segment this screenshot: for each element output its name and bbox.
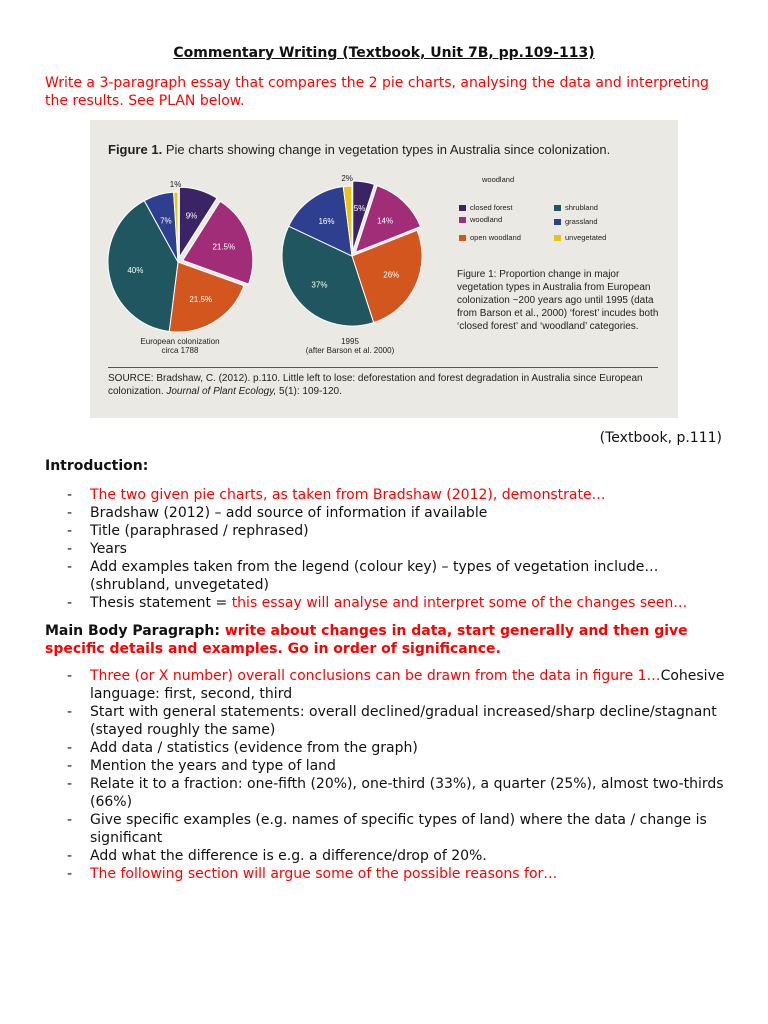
list-item-text: Add data / statistics (evidence from the graph)	[90, 740, 418, 756]
pie-data-label: 26%	[383, 270, 400, 280]
legend-label: grassland	[565, 217, 598, 226]
bullet-dash: -	[67, 487, 73, 503]
list-item-text: Relate it to a fraction: one-fifth (20%), one-third (33%), a quarter (25%), almost two-thirds (66%)	[90, 776, 724, 810]
legend-swatch	[459, 235, 466, 241]
list-item-red-text: this essay will analyse and interpret some of the changes seen…	[231, 595, 688, 611]
list-item-text: The two given pie charts, as taken from Bradshaw (2012), demonstrate…	[90, 487, 606, 503]
list-item	[45, 486, 725, 504]
legend-label: closed forest	[470, 203, 513, 212]
instruction-text: Write a 3-paragraph essay that compares the 2 pie charts, analysing the data and interpreting the results. See PLAN below.	[45, 75, 709, 109]
pie-data-label: 16%	[318, 216, 335, 226]
list-item-text: Add examples taken from the legend (colour key) – types of vegetation include… (shrubland, unvegetated)	[90, 559, 659, 593]
list-item-text: Thesis statement =	[90, 595, 232, 611]
legend-label: woodland	[470, 215, 503, 224]
list-item	[45, 865, 725, 883]
source-ref: 5(1): 109-120.	[279, 386, 342, 397]
pie-data-label: 5%	[353, 204, 366, 214]
legend-swatch	[459, 205, 466, 211]
legend-swatch	[554, 219, 561, 225]
intro-list	[45, 486, 725, 612]
list-item-text: Cohesive language: first, second, third	[90, 668, 725, 702]
list-item-text: Add what the difference is e.g. a difference/drop of 20%.	[90, 848, 487, 864]
bullet-dash: -	[67, 523, 73, 539]
figure-label: Figure 1.	[108, 142, 163, 157]
pie-1995	[282, 174, 422, 326]
list-item-text: Start with general statements: overall declined/gradual increased/sharp decline/stagnant (stayed roughly the same)	[90, 704, 717, 738]
list-item	[45, 703, 725, 739]
list-item-text: Bradshaw (2012) – add source of information if available	[90, 505, 488, 521]
body-heading-red: write about changes in data, start generally and then give specific details and examples. Go in order of significance.	[45, 623, 688, 657]
pie-data-label: 14%	[377, 216, 394, 226]
legend-title: woodland	[482, 175, 515, 184]
pie-data-label: 1%	[169, 180, 182, 190]
pie2-caption	[290, 337, 410, 355]
bullet-dash: -	[67, 866, 73, 882]
list-item	[45, 667, 725, 703]
pie2-caption-sub: (after Barson et al. 2000)	[305, 346, 395, 355]
figure-title-text: Pie charts showing change in vegetation types in Australia since colonization.	[165, 142, 611, 157]
pie-data-label: 37%	[311, 280, 328, 290]
pie-1788	[108, 180, 253, 332]
legend-item-closed-forest	[459, 203, 513, 212]
source-label: SOURCE:	[108, 373, 154, 384]
body-heading-label: Main Body Paragraph:	[45, 623, 220, 639]
list-item	[45, 847, 725, 865]
legend-swatch	[554, 235, 561, 241]
pie1-caption-text: European colonization	[140, 337, 220, 346]
pie2-caption-text: 1995	[341, 337, 359, 346]
legend-item-grassland	[554, 217, 598, 226]
figure-photo	[90, 120, 678, 418]
list-item	[45, 739, 725, 757]
legend-item-unvegetated	[554, 233, 606, 242]
list-item	[45, 540, 725, 558]
pie-data-label: 7%	[160, 216, 172, 226]
bullet-dash: -	[67, 668, 73, 684]
list-item-text: Years	[90, 541, 127, 557]
list-item-text: The following section will argue some of the possible reasons for…	[90, 866, 558, 882]
figure-description: Figure 1: Proportion change in major vegetation types in Australia from European colonization ~200 years ago until 1995 (data from Barson et al., 2000) ‘forest’ incudes both ‘closed forest’ and ‘woodland’ categories.	[457, 269, 659, 332]
page-title: Commentary Writing (Textbook, Unit 7B, pp.109-113)	[173, 45, 595, 61]
list-item	[45, 504, 725, 522]
legend-item-shrubland	[554, 203, 598, 212]
figure-source	[108, 372, 668, 398]
intro-heading: Introduction:	[45, 458, 149, 474]
figure-divider	[108, 367, 658, 368]
legend-item-open-woodland	[459, 233, 521, 242]
bullet-dash: -	[67, 812, 73, 828]
list-item-text: Give specific examples (e.g. names of specific types of land) where the data / change is significant	[90, 812, 707, 846]
legend-label: shrubland	[565, 203, 598, 212]
legend-item-woodland	[459, 215, 502, 224]
list-item	[45, 594, 725, 612]
textbook-citation: (Textbook, p.111)	[599, 430, 722, 446]
bullet-dash: -	[67, 848, 73, 864]
legend-swatch	[554, 205, 561, 211]
pie-data-label: 9%	[185, 211, 198, 221]
bullet-dash: -	[67, 704, 73, 720]
pie1-caption	[120, 337, 240, 355]
body-list	[45, 667, 725, 883]
list-item	[45, 811, 725, 847]
pie-data-label: 40%	[127, 266, 144, 276]
bullet-dash: -	[67, 776, 73, 792]
bullet-dash: -	[67, 559, 73, 575]
source-journal: Journal of Plant Ecology,	[166, 386, 277, 397]
bullet-dash: -	[67, 541, 73, 557]
bullet-dash: -	[67, 505, 73, 521]
body-heading	[45, 622, 725, 658]
pie-data-label: 21.5%	[189, 295, 213, 305]
source-text: Bradshaw, C. (2012). p.110. Little left to lose: deforestation and forest degradation in Australia since European colonization.	[108, 373, 643, 397]
pie-data-label: 21.5%	[212, 242, 236, 252]
pie-data-label: 2%	[341, 174, 353, 184]
list-item	[45, 558, 725, 594]
list-item	[45, 775, 725, 811]
bullet-dash: -	[67, 740, 73, 756]
bullet-dash: -	[67, 595, 73, 611]
list-item	[45, 522, 725, 540]
list-item-text: Title (paraphrased / rephrased)	[90, 523, 309, 539]
list-item-text: Mention the years and type of land	[90, 758, 336, 774]
legend-label: unvegetated	[565, 233, 607, 242]
list-item-red-text: Three (or X number) overall conclusions can be drawn from the data in figure 1…	[90, 668, 661, 684]
legend-swatch	[459, 217, 466, 223]
pie1-caption-sub: circa 1788	[161, 346, 199, 355]
list-item	[45, 757, 725, 775]
bullet-dash: -	[67, 758, 73, 774]
legend-label: open woodland	[470, 233, 521, 242]
